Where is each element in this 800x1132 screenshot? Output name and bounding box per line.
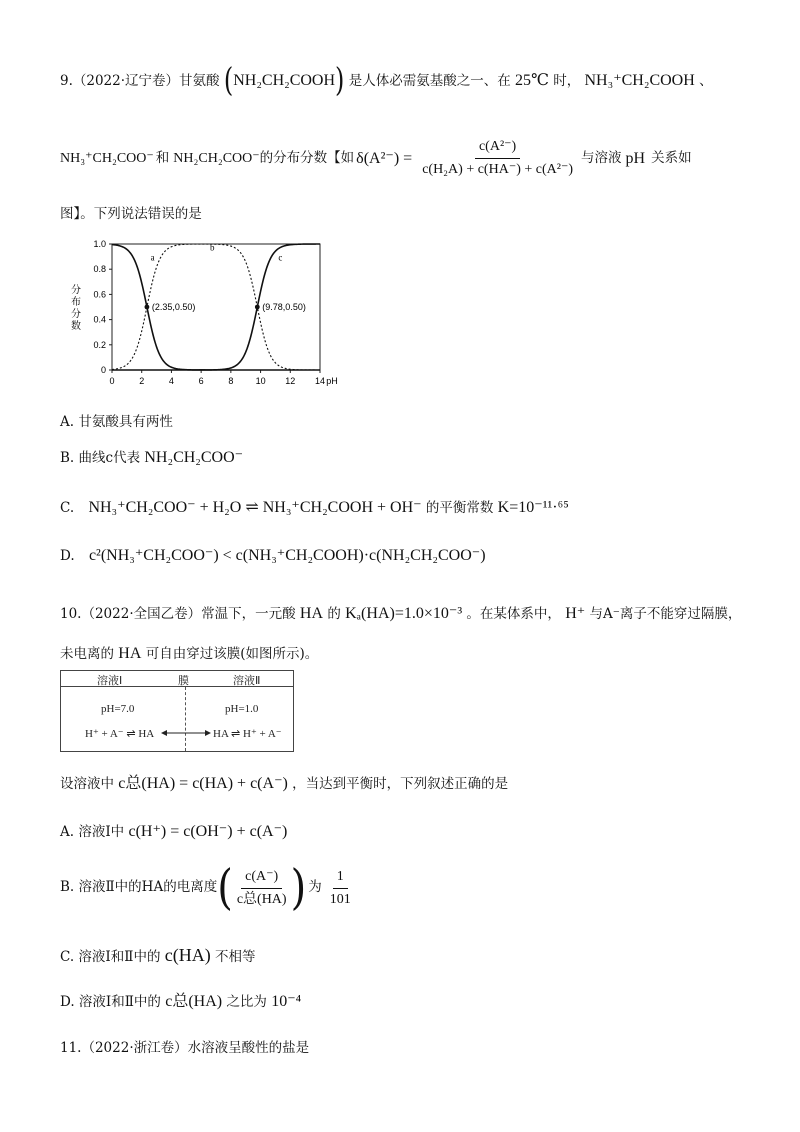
q10-option-c	[60, 946, 256, 965]
q9-temperature: 25℃	[515, 72, 549, 89]
series-label-a: a	[150, 252, 155, 263]
q9-line2	[60, 140, 692, 177]
y-tick-label: 0	[100, 365, 106, 375]
q9-option-d-inequality: c²(NH₃⁺CH₂COO⁻) < c(NH₃⁺CH₂COOH)·c(NH₂CH₂COO⁻)	[88, 547, 486, 564]
q9-text-essential: 是人体必需氨基酸之一、在	[348, 73, 511, 89]
solution-2-label: 溶液Ⅱ	[233, 675, 261, 687]
q9-option-c	[60, 500, 569, 516]
q10-let-end: ，当达到平衡时，下列叙述正确的是	[292, 776, 509, 792]
x-tick-label: 12	[285, 376, 296, 386]
ionization-numerator: c(A⁻)	[241, 870, 282, 889]
q9-option-c-k: K=10⁻¹¹·⁶⁵	[497, 499, 569, 516]
q10-hplus: H⁺	[565, 605, 586, 622]
paren-close: )	[335, 61, 345, 99]
q11-text: 11.（2022·浙江卷）水溶液呈酸性的盐是	[60, 1040, 310, 1056]
q10-option-d-value: 10⁻⁴	[271, 993, 302, 1010]
y-tick-label: 0.2	[93, 339, 106, 350]
species-1: NH₃⁺CH₂COOH	[584, 72, 695, 89]
paren-open: (	[223, 61, 234, 99]
ionization-value-num: 1	[333, 870, 348, 889]
annotation-point	[255, 305, 260, 310]
q9-and: 和	[155, 149, 170, 166]
q9-option-c-label: C.	[60, 500, 75, 516]
annotation-point	[145, 305, 150, 310]
membrane-label: 膜	[178, 675, 189, 687]
distribution-chart	[60, 232, 360, 392]
glycine-formula: NH₂CH₂COOH	[233, 72, 336, 89]
annotation-label: (9.78,0.50)	[262, 302, 306, 312]
q9-with-solution: 与溶液	[581, 149, 622, 166]
q9-option-b	[60, 450, 243, 466]
y-axis-label-char: 分	[71, 309, 81, 320]
x-tick-label: 2	[139, 376, 145, 386]
q10-de: 的	[327, 606, 341, 622]
q10-c-total-def: c总(HA) = c(HA) + c(A⁻)	[118, 775, 288, 792]
q10-ha: HA	[299, 605, 324, 622]
ionization-fraction	[233, 870, 291, 907]
q10-option-d-label: D. 溶液Ⅰ和Ⅱ中的	[60, 994, 161, 1010]
membrane-divider	[185, 687, 186, 751]
paren-open: (	[217, 860, 233, 916]
delta-lhs: δ(A²⁻) =	[356, 149, 413, 167]
q9-text-when: 时，	[553, 73, 581, 89]
series-label-b: b	[210, 242, 215, 253]
species-2: NH₃⁺CH₂COO⁻	[60, 150, 154, 166]
q9-option-a: A. 甘氨酸具有两性	[60, 414, 173, 430]
q10-line2	[60, 646, 318, 662]
solution-1-label: 溶液Ⅰ	[97, 675, 123, 687]
ionization-value	[326, 870, 355, 907]
solution-2-equilibrium: HA ⇌ H⁺ + A⁻	[213, 728, 282, 740]
x-tick-label: 4	[168, 376, 174, 386]
delta-denominator: c(H₂A) + c(HA⁻) + c(A²⁻)	[422, 162, 574, 177]
q9-relation: 关系如	[651, 149, 692, 166]
q10-line2-b: 可自由穿过该膜(如图所示)。	[145, 646, 319, 662]
solution-1-equilibrium: H⁺ + A⁻ ⇌ HA	[85, 728, 155, 740]
delta-fraction	[418, 140, 577, 177]
y-axis-label-char: 布	[71, 297, 81, 308]
q10-ha-2: HA	[118, 645, 142, 662]
series-label-c: c	[278, 252, 283, 263]
y-tick-label: 0.4	[93, 314, 106, 325]
q9-option-b-formula: NH₂CH₂COO⁻	[144, 449, 244, 466]
q10-option-b-label: B. 溶液Ⅱ中的HA的电离度	[60, 879, 218, 896]
x-tick-label: 8	[228, 376, 234, 386]
q9-figure-end: 图】。下列说法错误的是	[60, 206, 202, 222]
q10-let-text: 设溶液中	[60, 776, 114, 792]
q10-option-d-equation: c总(HA)	[165, 993, 223, 1010]
solution-2-ph: pH=1.0	[225, 703, 259, 715]
q10-option-d-mid: 之比为	[226, 994, 267, 1010]
q10-line1	[60, 606, 741, 622]
q10-option-c-equation: c(HA)	[164, 945, 211, 965]
q9-ph: pH	[625, 149, 646, 167]
q9-option-d	[60, 548, 486, 564]
q10-option-a-equation: c(H⁺) = c(OH⁻) + c(A⁻)	[128, 823, 288, 840]
delta-numerator: c(A²⁻)	[475, 140, 520, 159]
q9-source: 9.（2022·辽宁卷）甘氨酸	[60, 73, 220, 89]
ionization-value-den: 101	[329, 891, 351, 907]
x-axis-label: pH	[326, 376, 338, 386]
x-tick-label: 10	[255, 376, 266, 386]
q10-option-c-end: 不相等	[215, 949, 256, 965]
y-tick-label: 1.0	[93, 239, 106, 249]
q10-option-d	[60, 994, 301, 1010]
annotation-label: (2.35,0.50)	[151, 302, 196, 312]
q10-option-a-label: A. 溶液Ⅰ中	[60, 824, 125, 840]
q9-dist-text: 的分布分数【如	[259, 149, 355, 166]
q10-ka: Kₐ(HA)=1.0×10⁻³	[345, 605, 463, 622]
q9-comma: 、	[699, 73, 713, 89]
double-arrow-icon	[161, 727, 211, 739]
species-3: NH₂CH₂COO⁻	[173, 150, 260, 166]
q10-option-b	[60, 860, 355, 916]
y-axis-label-char: 分	[71, 285, 81, 296]
q9-option-b-label: B. 曲线c代表	[60, 450, 141, 466]
q10-option-c-label: C. 溶液Ⅰ和Ⅱ中的	[60, 949, 161, 965]
x-tick-label: 6	[198, 376, 204, 386]
q10-intro: 10.（2022·全国乙卷）常温下，一元酸	[60, 606, 296, 622]
membrane-diagram	[60, 670, 294, 752]
q10-option-a	[60, 824, 287, 840]
y-axis-label-char: 数	[71, 321, 81, 332]
q10-text2: 。在某体系中，	[466, 606, 561, 622]
q10-text3: 与A⁻离子不能穿过隔膜，	[589, 606, 742, 622]
x-tick-label: 14	[314, 376, 326, 386]
q9-line1	[60, 61, 713, 99]
q9-option-d-label: D.	[60, 548, 75, 564]
ionization-denominator: c总(HA)	[236, 891, 287, 907]
y-tick-label: 0.6	[93, 289, 106, 300]
y-tick-label: 0.8	[93, 264, 106, 275]
paren-close: )	[290, 860, 307, 916]
q9-option-c-equation: NH₃⁺CH₂COO⁻ + H₂O ⇌ NH₃⁺CH₂COOH + OH⁻	[88, 499, 422, 516]
solution-1-ph: pH=7.0	[101, 703, 135, 715]
x-tick-label: 0	[109, 376, 115, 386]
membrane-header	[61, 670, 293, 687]
q9-option-c-text: 的平衡常数	[425, 500, 494, 516]
q10-line2-a: 未电离的	[60, 646, 114, 662]
q10-option-b-is: 为	[308, 879, 322, 896]
q10-let-line	[60, 776, 508, 792]
